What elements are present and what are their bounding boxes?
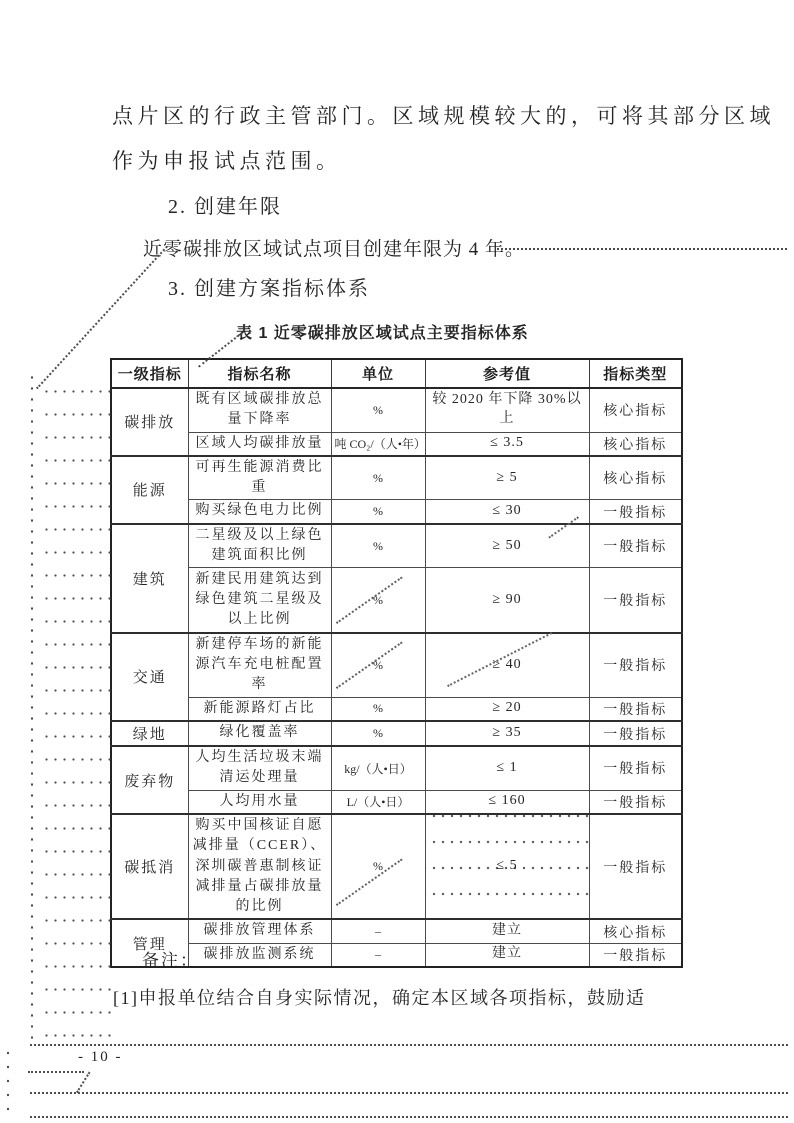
reference-value-cell: ≥ 5 bbox=[425, 456, 589, 500]
indicator-type-cell: 一般指标 bbox=[589, 746, 682, 790]
indicator-name-cell: 购买绿色电力比例 bbox=[188, 500, 331, 524]
indicator-name-cell: 新建停车场的新能源汽车充电桩配置率 bbox=[188, 633, 331, 697]
reference-value-cell: ≤ 3.5 bbox=[425, 432, 589, 456]
indicator-name-cell: 购买中国核证自愿减排量（CCER）、深圳碳普惠制核证减排量占碳排放量的比例 bbox=[188, 814, 331, 919]
category-cell: 能源 bbox=[111, 456, 188, 524]
indicator-name-cell: 区域人均碳排放量 bbox=[188, 432, 331, 456]
unit-cell: % bbox=[331, 524, 425, 568]
reference-value-cell: ≤ 1 bbox=[425, 746, 589, 790]
table-header-row bbox=[111, 359, 682, 388]
body-text-line: 点片区的行政主管部门。区域规模较大的，可将其部分区域 bbox=[112, 104, 775, 128]
category-cell: 碳抵消 bbox=[111, 814, 188, 919]
indicator-name-cell: 既有区域碳排放总量下降率 bbox=[188, 388, 331, 432]
unit-cell: % bbox=[331, 721, 425, 746]
indicator-type-cell: 一般指标 bbox=[589, 524, 682, 568]
unit-cell: – bbox=[331, 919, 425, 943]
table-row bbox=[111, 919, 682, 943]
reference-value-cell: 建立 bbox=[425, 943, 589, 967]
unit-cell: % bbox=[331, 456, 425, 500]
reference-value-cell: ≤ 160 bbox=[425, 790, 589, 814]
reference-value-cell: ≤ 5 bbox=[425, 814, 589, 919]
column-header: 参考值 bbox=[425, 359, 589, 388]
unit-cell: – bbox=[331, 943, 425, 967]
unit-cell: L/（人•日） bbox=[331, 790, 425, 814]
section-heading-3: 3. 创建方案指标体系 bbox=[168, 278, 370, 300]
indicator-type-cell: 一般指标 bbox=[589, 814, 682, 919]
table-row bbox=[111, 524, 682, 568]
reference-value-cell: ≥ 90 bbox=[425, 568, 589, 633]
table-row bbox=[111, 456, 682, 500]
category-cell: 建筑 bbox=[111, 524, 188, 633]
table-title: 表 1 近零碳排放区域试点主要指标体系 bbox=[236, 325, 529, 342]
indicator-type-cell: 核心指标 bbox=[589, 919, 682, 943]
dot-grid-artifact bbox=[42, 380, 112, 1044]
unit-cell: % bbox=[331, 568, 425, 633]
column-header: 一级指标 bbox=[111, 359, 188, 388]
body-text-line: 作为申报试点范围。 bbox=[112, 149, 342, 173]
reference-value-cell: 较 2020 年下降 30%以上 bbox=[425, 388, 589, 432]
indicator-name-cell: 人均生活垃圾末端清运处理量 bbox=[188, 746, 331, 790]
category-cell: 绿地 bbox=[111, 721, 188, 746]
unit-cell: kg/（人•日） bbox=[331, 746, 425, 790]
page-number: - 10 - bbox=[78, 1049, 123, 1065]
indicator-type-cell: 核心指标 bbox=[589, 388, 682, 432]
indicator-type-cell: 一般指标 bbox=[589, 500, 682, 524]
indicator-name-cell: 人均用水量 bbox=[188, 790, 331, 814]
indicator-type-cell: 一般指标 bbox=[589, 697, 682, 721]
dotted-line-artifact bbox=[30, 1092, 788, 1094]
indicator-type-cell: 一般指标 bbox=[589, 943, 682, 967]
unit-cell: % bbox=[331, 500, 425, 524]
indicator-name-cell: 新建民用建筑达到绿色建筑二星级及以上比例 bbox=[188, 568, 331, 633]
body-text-line: 近零碳排放区域试点项目创建年限为 4 年。 bbox=[143, 239, 526, 260]
table-row bbox=[111, 814, 682, 919]
dotted-line-artifact bbox=[30, 1044, 788, 1046]
note-line-1: [1]申报单位结合自身实际情况，确定本区域各项指标，鼓励适 bbox=[113, 988, 646, 1008]
indicator-type-cell: 一般指标 bbox=[589, 721, 682, 746]
indicator-name-cell: 新能源路灯占比 bbox=[188, 697, 331, 721]
indicator-table bbox=[110, 358, 683, 968]
indicator-name-cell: 可再生能源消费比重 bbox=[188, 456, 331, 500]
column-header: 单位 bbox=[331, 359, 425, 388]
category-cell: 管理 bbox=[111, 919, 188, 967]
table-row bbox=[111, 500, 682, 524]
category-cell: 碳排放 bbox=[111, 388, 188, 456]
reference-value-cell: ≥ 50 bbox=[425, 524, 589, 568]
reference-value-cell: ≥ 40 bbox=[425, 633, 589, 697]
dotted-vertical-artifact bbox=[31, 372, 33, 1044]
table-row bbox=[111, 432, 682, 456]
indicator-name-cell: 二星级及以上绿色建筑面积比例 bbox=[188, 524, 331, 568]
indicator-type-cell: 一般指标 bbox=[589, 568, 682, 633]
indicator-type-cell: 核心指标 bbox=[589, 432, 682, 456]
reference-value-cell: 建立 bbox=[425, 919, 589, 943]
reference-value-cell: ≥ 20 bbox=[425, 697, 589, 721]
indicator-type-cell: 一般指标 bbox=[589, 790, 682, 814]
indicator-name-cell: 碳排放管理体系 bbox=[188, 919, 331, 943]
category-cell: 废弃物 bbox=[111, 746, 188, 814]
indicator-type-cell: 一般指标 bbox=[589, 633, 682, 697]
dotted-vertical-artifact bbox=[7, 1046, 9, 1118]
indicator-type-cell: 核心指标 bbox=[589, 456, 682, 500]
category-cell: 交通 bbox=[111, 633, 188, 721]
table-row bbox=[111, 568, 682, 633]
reference-value-cell: ≥ 35 bbox=[425, 721, 589, 746]
column-header: 指标类型 bbox=[589, 359, 682, 388]
dotted-line-artifact bbox=[30, 1116, 788, 1118]
unit-cell: % bbox=[331, 388, 425, 432]
unit-cell: 吨 CO₂/（人•年） bbox=[331, 432, 425, 456]
unit-cell: % bbox=[331, 697, 425, 721]
dotted-line-artifact bbox=[28, 1071, 84, 1073]
indicator-name-cell: 碳排放监测系统 bbox=[188, 943, 331, 967]
table-row bbox=[111, 746, 682, 790]
table-row bbox=[111, 633, 682, 697]
column-header: 指标名称 bbox=[188, 359, 331, 388]
unit-cell: % bbox=[331, 814, 425, 919]
section-heading-2: 2. 创建年限 bbox=[168, 196, 282, 218]
indicator-name-cell: 绿化覆盖率 bbox=[188, 721, 331, 746]
notes-label: 备注： bbox=[142, 951, 199, 970]
table-row bbox=[111, 790, 682, 814]
unit-cell: % bbox=[331, 633, 425, 697]
table-row bbox=[111, 697, 682, 721]
dotted-diagonal-artifact bbox=[76, 1072, 90, 1093]
table-row bbox=[111, 721, 682, 746]
dotted-leader-line bbox=[497, 248, 787, 250]
table-row bbox=[111, 388, 682, 432]
reference-value-cell: ≤ 30 bbox=[425, 500, 589, 524]
